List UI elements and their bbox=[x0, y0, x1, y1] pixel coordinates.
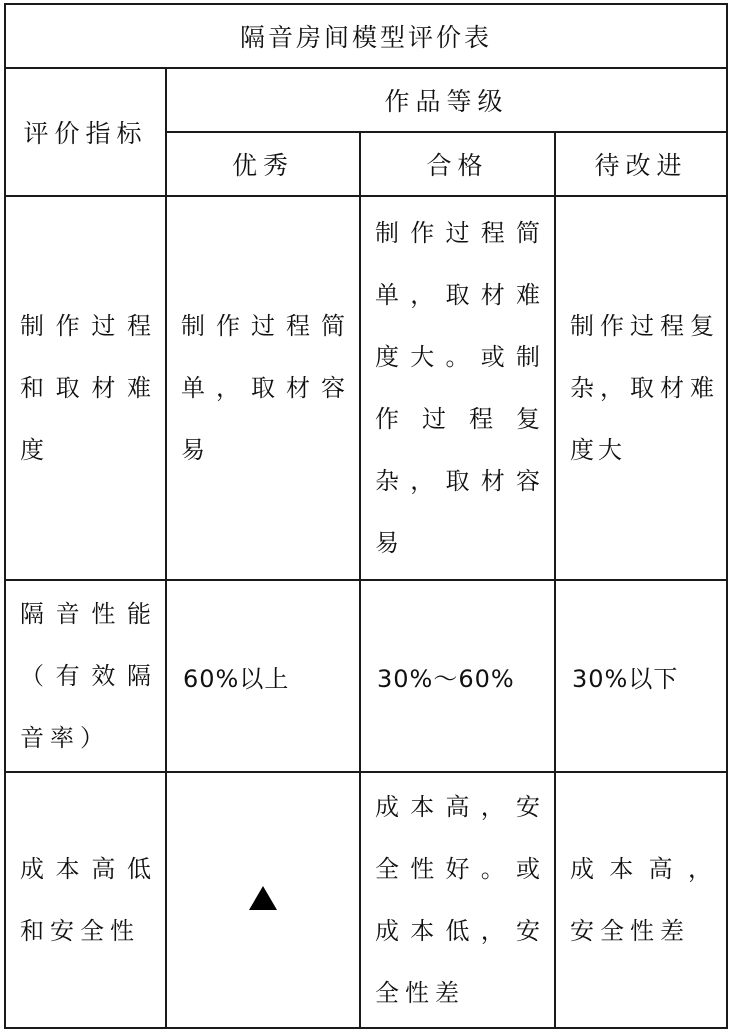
grade-improve-header: 待改进 bbox=[555, 132, 727, 196]
process-qualified-cell: 制作过程简单，取材难度大。或制作过程复杂，取材容易 bbox=[360, 196, 555, 580]
insulation-excellent-cell: 60%以上 bbox=[166, 580, 360, 772]
table-row bbox=[5, 196, 727, 580]
cost-excellent-cell bbox=[166, 772, 360, 1028]
insulation-improve-cell: 30%以下 bbox=[555, 580, 727, 772]
cost-qualified-cell: 成本高，安全性好。或成本低，安全性差 bbox=[360, 772, 555, 1028]
triangle-icon bbox=[249, 886, 277, 910]
indicator-header: 评价指标 bbox=[5, 68, 166, 196]
table-row bbox=[5, 772, 727, 1028]
grade-qualified-header: 合格 bbox=[360, 132, 555, 196]
table-title: 隔音房间模型评价表 bbox=[5, 4, 727, 68]
table-row bbox=[5, 580, 727, 772]
cost-improve-cell: 成本高，安全性差 bbox=[555, 772, 727, 1028]
evaluation-table bbox=[4, 3, 728, 1029]
process-improve-cell: 制作过程复杂，取材难度大 bbox=[555, 196, 727, 580]
header-row-1 bbox=[5, 68, 727, 132]
grade-excellent-header: 优秀 bbox=[166, 132, 360, 196]
process-excellent-cell: 制作过程简单，取材容易 bbox=[166, 196, 360, 580]
indicator-sound-insulation: 隔音性能（有效隔音率） bbox=[5, 580, 166, 772]
title-row bbox=[5, 4, 727, 68]
indicator-process-difficulty: 制作过程和取材难度 bbox=[5, 196, 166, 580]
grade-header: 作品等级 bbox=[166, 68, 727, 132]
indicator-cost-safety: 成本高低和安全性 bbox=[5, 772, 166, 1028]
insulation-qualified-cell: 30%～60% bbox=[360, 580, 555, 772]
